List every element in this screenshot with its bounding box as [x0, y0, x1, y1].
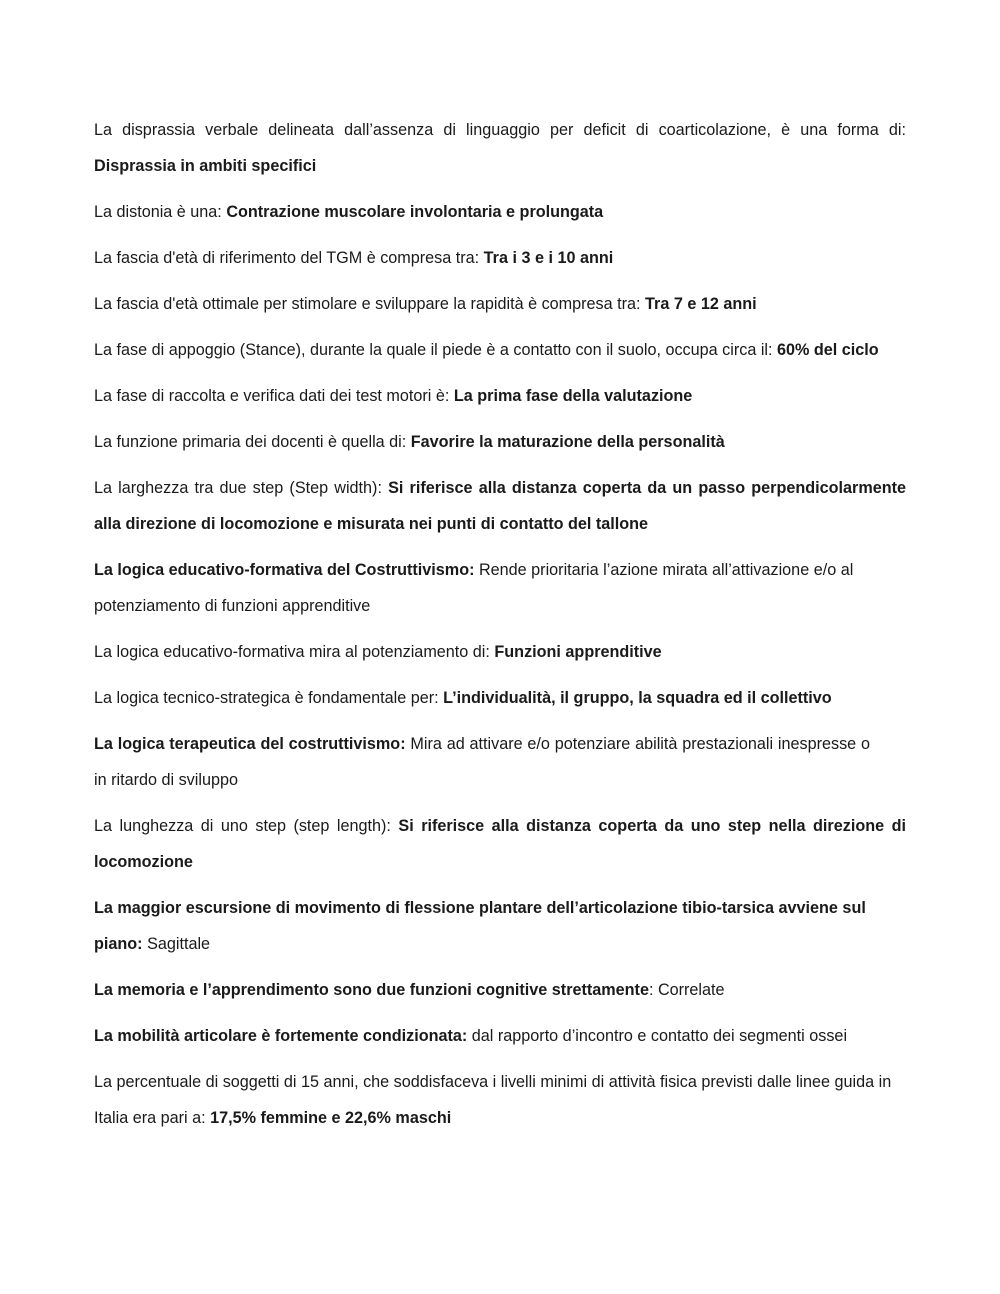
bold-text: La prima fase della valutazione [453, 387, 693, 405]
plain-text: La fascia d'età ottimale per stimolare e sviluppare la rapidità è compresa tra: [94, 295, 646, 313]
bold-text: La logica terapeutica del costruttivismo: [94, 735, 411, 753]
plain-text: La lunghezza di uno step (step length): [94, 817, 399, 835]
bold-text: 17,5% femmine e 22,6% maschi [210, 1109, 452, 1127]
qa-entry [94, 808, 906, 880]
plain-text: Sagittale [147, 935, 211, 953]
plain-text: La fascia d'età di riferimento del TGM è compresa tra: [94, 249, 484, 267]
bold-text: La maggior escursione di movimento di flessione plantare dell’articolazione tibio-tarsica avviene sul piano: [94, 899, 866, 953]
qa-entry [94, 424, 906, 460]
plain-text: Rende prioritaria l’azione mirata all’attivazione e/o al potenziamento di funzioni apprenditive [94, 561, 854, 615]
plain-text: La larghezza tra due step (Step width): [94, 479, 389, 497]
bold-text: Disprassia in ambiti specifici [94, 157, 317, 175]
qa-entry [94, 240, 906, 276]
bold-text: Tra i 3 e i 10 anni [483, 249, 614, 267]
bold-text: Contrazione muscolare involontaria e prolungata [226, 203, 604, 221]
qa-entry [94, 112, 906, 184]
bold-text: Funzioni apprenditive [494, 643, 662, 661]
qa-entry [94, 726, 870, 798]
qa-entry [94, 1018, 884, 1054]
bold-text: La memoria e l’apprendimento sono due funzioni cognitive strettamente [94, 981, 649, 999]
plain-text: La logica educativo-formativa mira al potenziamento di: [94, 643, 495, 661]
bold-text: La logica educativo-formativa del Costruttivismo: [94, 561, 479, 579]
qa-entry [94, 470, 906, 542]
bold-text: Favorire la maturazione della personalità [410, 433, 725, 451]
plain-text: La fase di appoggio (Stance), durante la quale il piede è a contatto con il suolo, occupa circa il: [94, 341, 778, 359]
document-body [94, 112, 906, 1146]
qa-entry [94, 378, 906, 414]
qa-entry [94, 634, 906, 670]
plain-text: La logica tecnico-strategica è fondamentale per: [94, 689, 444, 707]
bold-text: Si riferisce alla distanza coperta da un passo perpendicolarmente alla direzione di locomozione e misurata nei punti di contatto del tallone [94, 479, 906, 533]
plain-text: La fase di raccolta e verifica dati dei test motori è: [94, 387, 454, 405]
qa-entry [94, 890, 876, 962]
plain-text: La distonia è una: [94, 203, 227, 221]
qa-entry [94, 972, 906, 1008]
plain-text: dal rapporto d’incontro e contatto dei segmenti ossei [471, 1027, 848, 1045]
qa-entry [94, 332, 906, 368]
bold-text: 60% del ciclo [777, 341, 879, 359]
bold-text: Si riferisce alla distanza coperta da uno step nella direzione di locomozione [94, 817, 906, 871]
qa-entry [94, 552, 874, 624]
bold-text: La mobilità articolare è fortemente condizionata: [94, 1027, 472, 1045]
qa-entry [94, 1064, 906, 1136]
qa-entry [94, 286, 906, 322]
plain-text: Mira ad attivare e/o potenziare abilità prestazionali inespresse o in ritardo di sviluppo [94, 735, 870, 789]
qa-entry [94, 680, 906, 716]
plain-text: La disprassia verbale delineata dall’assenza di linguaggio per deficit di coarticolazione, è una forma di: [94, 121, 906, 139]
bold-text: L’individualità, il gruppo, la squadra ed il collettivo [443, 689, 832, 707]
plain-text: : Correlate [648, 981, 725, 999]
plain-text: La percentuale di soggetti di 15 anni, che soddisfaceva i livelli minimi di attività fisica previsti dalle linee guida in Italia era pari a: [94, 1073, 892, 1127]
bold-text: Tra 7 e 12 anni [645, 295, 757, 313]
plain-text: La funzione primaria dei docenti è quella di: [94, 433, 411, 451]
qa-entry [94, 194, 906, 230]
